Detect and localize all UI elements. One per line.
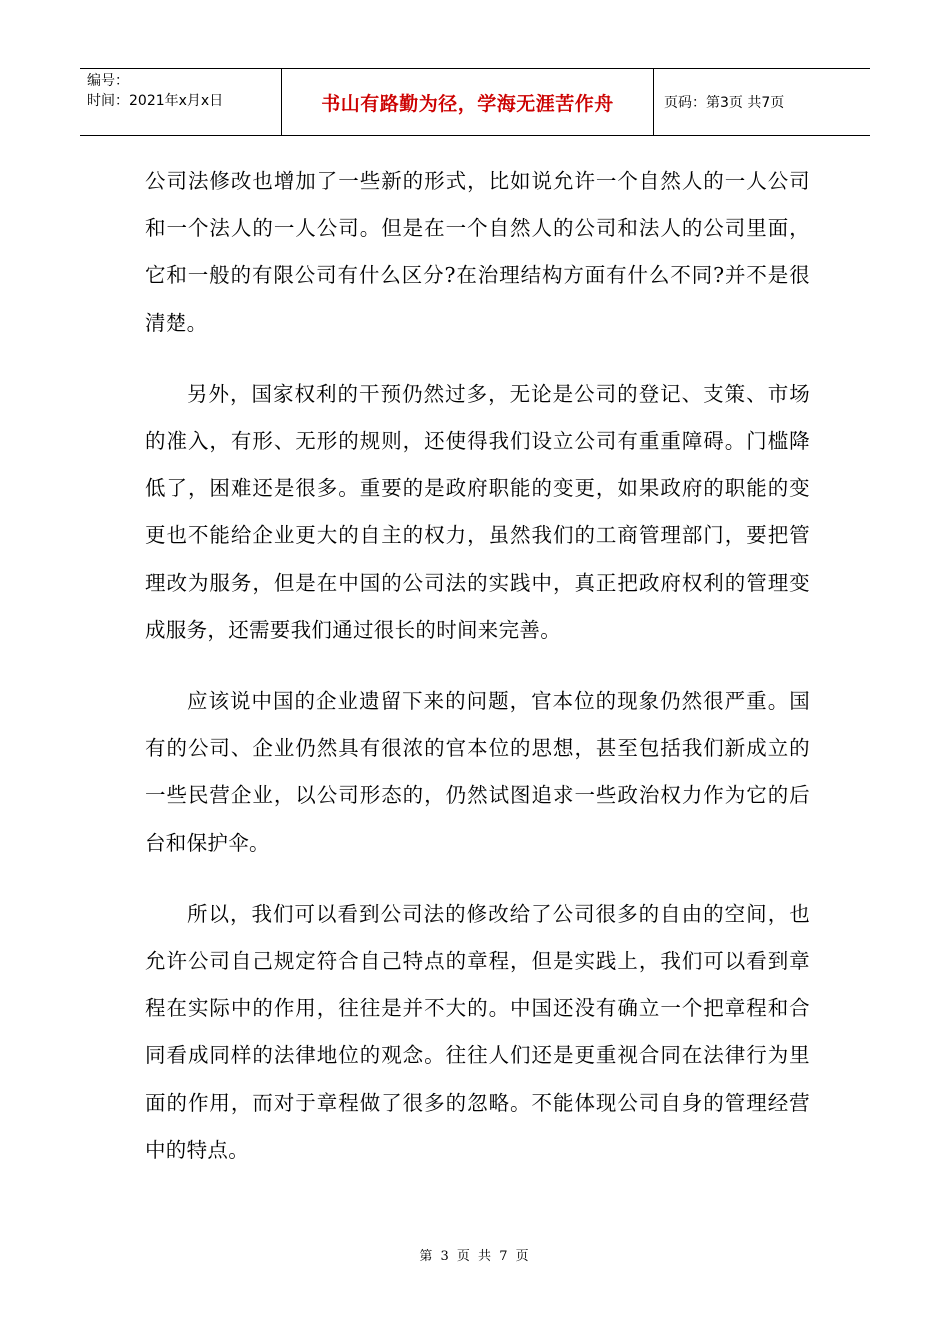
header-page-label: 页码：第3页 共7页 — [664, 95, 785, 111]
body-paragraph: 公司法修改也增加了一些新的形式，比如说允许一个自然人的一人公司和一个法人的一人公司。但是在一个自然人的公司和法人的公司里面，它和一般的有限公司有什么区分?在治理结构方面有什么不同?并不是很清楚。 — [145, 169, 810, 335]
document-date-label: 时间：2021年x月x日 — [87, 93, 224, 109]
document-number-label: 编号： — [87, 73, 129, 89]
header-motto: 书山有路勤为径，学海无涯苦作舟 — [282, 69, 654, 135]
page-footer: 第 3 页 共 7 页 — [419, 1249, 531, 1264]
body-paragraph: 应该说中国的企业遗留下来的问题，官本位的现象仍然很严重。国有的公司、企业仍然具有很浓的官本位的思想，甚至包括我们新成立的一些民营企业，以公司形态的，仍然试图追求一些政治权力作为它的后台和保护伞。 — [145, 689, 810, 855]
page-header — [80, 68, 870, 136]
document-body — [145, 158, 810, 1198]
header-meta-cell — [80, 69, 282, 135]
body-paragraph: 另外，国家权利的干预仍然过多，无论是公司的登记、支策、市场的准入，有形、无形的规则，还使得我们设立公司有重重障碍。门槛降低了，困难还是很多。重要的是政府职能的变更，如果政府的职能的变更也不能给企业更大的自主的权力，虽然我们的工商管理部门，要把管理改为服务，但是在中国的公司法的实践中，真正把政府权利的管理变成服务，还需要我们通过很长的时间来完善。 — [145, 381, 810, 642]
body-paragraph: 所以，我们可以看到公司法的修改给了公司很多的自由的空间，也允许公司自己规定符合自己特点的章程，但是实践上，我们可以看到章程在实际中的作用，往往是并不大的。中国还没有确立一个把章程和合同看成同样的法律地位的观念。往往人们还是更重视合同在法律行为里面的作用，而对于章程做了很多的忽略。不能体现公司自身的管理经营中的特点。 — [145, 901, 810, 1162]
